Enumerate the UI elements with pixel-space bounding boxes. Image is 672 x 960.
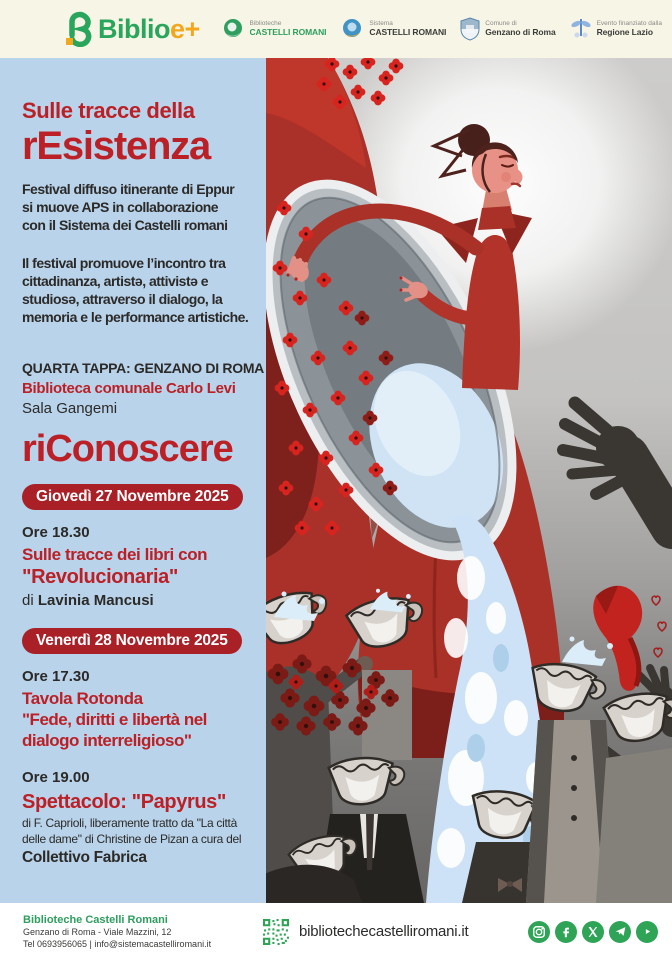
partner-label: Sistema	[369, 20, 393, 28]
partner-name: CASTELLI ROMANI	[249, 26, 327, 37]
x-icon	[582, 921, 604, 943]
youtube-icon	[636, 921, 658, 943]
partner-genzano-di-roma	[460, 17, 555, 41]
info-panel	[0, 58, 266, 903]
event-byline: di Lavinia Mancusi	[22, 592, 154, 609]
event-time: Ore 18.30	[22, 524, 90, 541]
event-title: Sulle tracce dei libri con "Revolucionaria"	[22, 545, 208, 588]
poster-illustration	[266, 58, 672, 903]
footer-address: Genzano di Roma - Viale Mazzini, 12	[23, 926, 172, 937]
event-title: Spettacolo: "Papyrus"	[22, 791, 226, 813]
partner-label: Evento finanziato dalla	[596, 20, 662, 28]
partner-regione-lazio	[570, 16, 662, 42]
genzano-crest-icon	[460, 17, 480, 41]
partner-name: Genzano di Roma	[485, 26, 556, 37]
telegram-icon	[609, 921, 631, 943]
biblioe-wordmark: Biblioe+	[98, 13, 200, 44]
social-icons	[528, 921, 658, 943]
event-title: Tavola Rotonda "Fede, diritti e libertà nel dialogo interreligioso"	[22, 689, 207, 750]
partner-logos	[221, 16, 662, 42]
biblioteche-swirl-icon	[221, 17, 245, 41]
partner-sistema-castelli-romani	[340, 17, 446, 41]
regione-lazio-icon	[570, 16, 592, 42]
footer-bar	[0, 903, 672, 960]
partner-label: Biblioteche	[249, 20, 282, 28]
partner-biblioteche-castelli-romani	[221, 17, 327, 41]
section-title: riConoscere	[22, 428, 233, 470]
event-note-company: Collettivo Fabrica	[22, 849, 147, 866]
header-bar	[0, 0, 672, 58]
footer-org: Biblioteche Castelli Romani	[23, 913, 168, 926]
festival-kicker: Sulle tracce della	[22, 98, 195, 123]
event-time: Ore 17.30	[22, 668, 90, 685]
festival-description: Il festival promuove l’incontro tra cittadinanza, artistə, attivistə e studiosə, attraverso il dialogo, la memoria e le performance artistiche.	[22, 255, 249, 325]
date-badge-day2: Venerdì 28 Novembre 2025	[22, 628, 242, 654]
biblioe-logo	[64, 11, 200, 47]
date-badge-day1: Giovedì 27 Novembre 2025	[22, 484, 243, 510]
footer-website: bibliotechecastelliromani.it	[299, 923, 469, 940]
footer-contact-block	[23, 913, 263, 951]
venue-room: Sala Gangemi	[22, 400, 118, 417]
festival-title: rEsistenza	[22, 124, 211, 168]
qr-code	[263, 919, 289, 945]
sistema-swirl-icon	[340, 17, 364, 41]
event-time: Ore 19.00	[22, 769, 90, 786]
facebook-icon	[555, 921, 577, 943]
venue-name: Biblioteca comunale Carlo Levi	[22, 380, 236, 397]
partner-name: CASTELLI ROMANI	[369, 26, 447, 37]
partner-label: Comune di	[485, 20, 517, 28]
footer-contacts: Tel 0693956065 | info@sistemacastelliromani.it	[23, 938, 212, 949]
partner-name: Regione Lazio	[596, 26, 653, 37]
event-note: di F. Caprioli, liberamente tratto da "La città delle dame" di Christine de Pizan a cura del	[22, 816, 242, 846]
biblioe-glyph-icon	[64, 11, 94, 47]
stage-label: QUARTA TAPPA: GENZANO DI ROMA	[22, 360, 264, 376]
instagram-icon	[528, 921, 550, 943]
festival-intro: Festival diffuso itinerante di Eppur si muove APS in collaborazione con il Sistema dei Castelli romani	[22, 181, 235, 233]
